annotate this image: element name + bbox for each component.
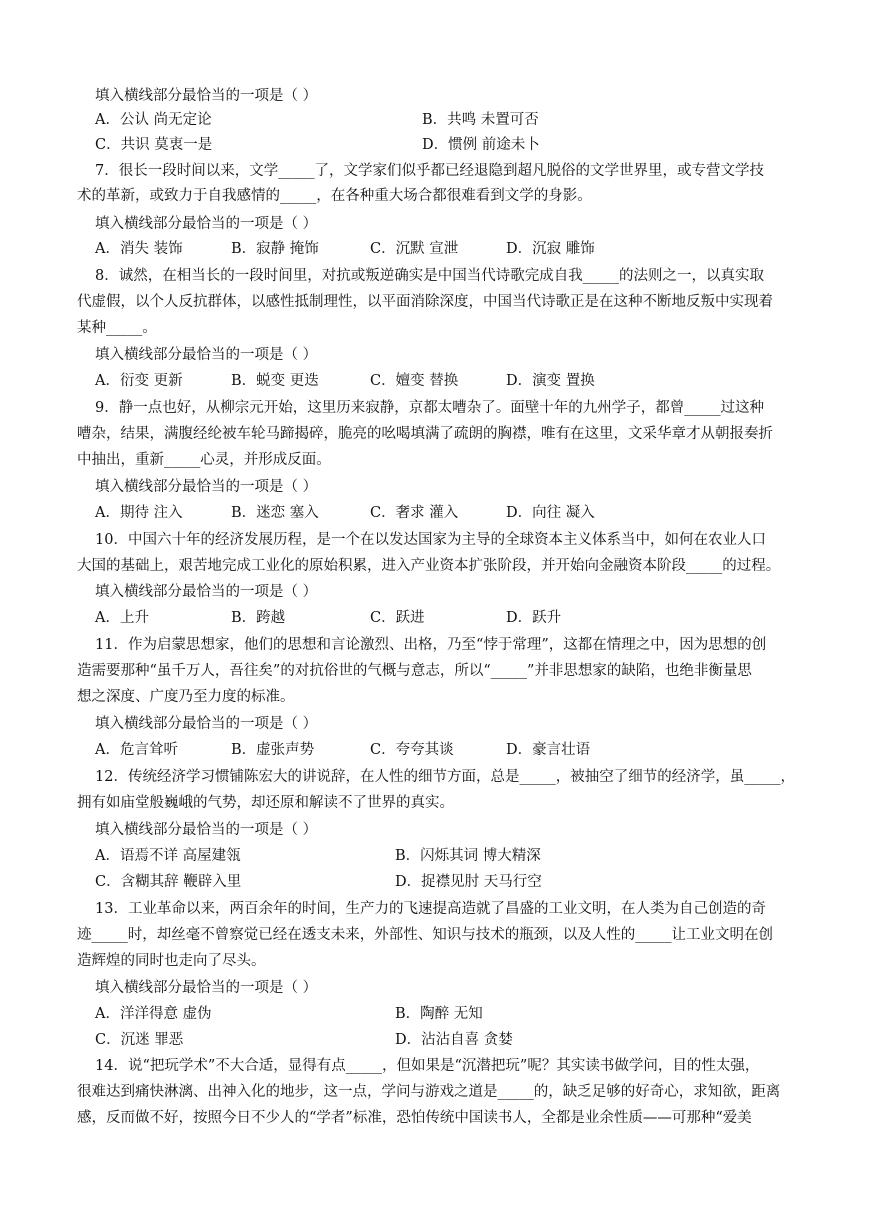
q13-option-d[interactable]: D．沾沾自喜 贪婪: [395, 1032, 513, 1048]
q10-option-d[interactable]: D．跃升: [506, 610, 562, 626]
q6-option-d[interactable]: D．惯例 前途未卜: [422, 137, 540, 153]
q13-option-a[interactable]: A．洋洋得意 虚伪: [95, 1006, 212, 1022]
q8-stem-line-3: 某种_____。: [77, 320, 157, 336]
q11-option-d[interactable]: D．豪言壮语: [506, 742, 591, 758]
q14-stem-line-2: 很难达到痛快淋漓、出神入化的地步，这一点，学问与游戏之道是_____的，缺乏足够的好奇心，求知欲，距离: [77, 1084, 781, 1100]
q9-stem-line-2: 嘈杂，结果，满腹经纶被车轮马蹄揭碎，脆亮的吆喝填满了疏朗的胸襟，唯有在这里，文采华章才从朝报奏折: [77, 426, 773, 442]
q8-option-b[interactable]: B．蜕变 更迭: [231, 373, 319, 389]
q10-stem-line-2: 大国的基础上，艰苦地完成工业化的原始积累，进入产业资本扩张阶段，并开始向金融资本阶段_____的过程。: [77, 558, 781, 574]
q13-option-b[interactable]: B．陶醉 无知: [395, 1006, 483, 1022]
q8-prompt: 填入横线部分最恰当的一项是（ ）: [95, 347, 318, 363]
q13-stem-line-3: 造辉煌的同时也走向了尽头。: [77, 953, 266, 969]
q6-prompt: 填入横线部分最恰当的一项是（ ）: [95, 88, 318, 104]
q6-option-b[interactable]: B．共鸣 未置可否: [422, 112, 539, 128]
q11-option-c[interactable]: C．夸夸其谈: [370, 742, 454, 758]
q11-stem-line-2: 造需要那种“虽千万人，吾往矣”的对抗俗世的气概与意志，所以“_____”并非思想家的缺陷，也绝非衡量思: [77, 663, 752, 679]
q14-stem-line-1: 14．说“把玩学术”不大合适，显得有点_____，但如果是“沉潜把玩”呢？其实读书做学问，目的性太强，: [95, 1058, 760, 1074]
q12-option-d[interactable]: D．捉襟见肘 天马行空: [395, 874, 542, 890]
q7-option-b[interactable]: B．寂静 掩饰: [231, 241, 319, 257]
q7-option-a[interactable]: A．消失 装饰: [95, 241, 183, 257]
q7-stem-line-2: 术的革新，或致力于自我感情的_____，在各种重大场合都很难看到文学的身影。: [77, 188, 592, 204]
q11-option-b[interactable]: B．虚张声势: [231, 742, 315, 758]
q8-stem-line-1: 8．诚然，在相当长的一段时间里，对抗或叛逆确实是中国当代诗歌完成自我_____的法则之一，以真实取: [95, 268, 764, 284]
q9-option-d[interactable]: D．向往 凝入: [506, 505, 595, 521]
q11-option-a[interactable]: A．危言耸听: [95, 742, 178, 758]
q11-stem-line-3: 想之深度、广度乃至力度的标准。: [77, 689, 295, 705]
q9-option-c[interactable]: C．奢求 灌入: [370, 505, 459, 521]
q13-stem-line-1: 13．工业革命以来，两百余年的时间，生产力的飞速提高造就了昌盛的工业文明，在人类为自己创造的奇: [95, 901, 766, 917]
q13-prompt: 填入横线部分最恰当的一项是（ ）: [95, 980, 318, 996]
q10-stem-line-1: 10．中国六十年的经济发展历程，是一个在以发达国家为主导的全球资本主义体系当中，如何在农业人口: [95, 532, 766, 548]
q13-option-c[interactable]: C．沉迷 罪恶: [95, 1032, 184, 1048]
q9-prompt: 填入横线部分最恰当的一项是（ ）: [95, 479, 318, 495]
q9-option-b[interactable]: B．迷恋 塞入: [231, 505, 319, 521]
q13-stem-line-2: 迹_____时，却丝毫不曾察觉已经在透支未来，外部性、知识与技术的瓶颈，以及人性的_____让工业文明在创: [77, 927, 773, 943]
q12-option-a[interactable]: A．语焉不详 高屋建瓴: [95, 848, 241, 864]
q12-option-c[interactable]: C．含糊其辞 鞭辟入里: [95, 874, 242, 890]
q12-option-b[interactable]: B．闪烁其词 博大精深: [395, 848, 541, 864]
q9-stem-line-1: 9．静一点也好，从柳宗元开始，这里历来寂静，京都太嘈杂了。面壁十年的九州学子，都曾_____过这种: [95, 400, 764, 416]
q7-prompt: 填入横线部分最恰当的一项是（ ）: [95, 216, 318, 232]
q7-option-d[interactable]: D．沉寂 雕饰: [506, 241, 595, 257]
q11-stem-line-1: 11．作为启蒙思想家，他们的思想和言论激烈、出格，乃至“悖于常理”，这都在情理之中，因为思想的创: [95, 637, 767, 653]
q6-option-a[interactable]: A．公认 尚无定论: [95, 112, 212, 128]
q8-stem-line-2: 代虚假，以个人反抗群体，以感性抵制理性，以平面消除深度，中国当代诗歌正是在这种不断地反叛中实现着: [77, 294, 773, 310]
q12-stem-line-1: 12．传统经济学习惯铺陈宏大的讲说辞，在人性的细节方面，总是_____，被抽空了细节的经济学，虽_____，: [95, 769, 795, 785]
q8-option-a[interactable]: A．衍变 更新: [95, 373, 183, 389]
q10-option-a[interactable]: A．上升: [95, 610, 149, 626]
q9-stem-line-3: 中抽出，重新_____心灵，并形成反面。: [77, 452, 331, 468]
q6-option-c[interactable]: C．共识 莫衷一是: [95, 137, 213, 153]
q11-prompt: 填入横线部分最恰当的一项是（ ）: [95, 716, 318, 732]
q12-stem-line-2: 拥有如庙堂般巍峨的气势，却还原和解读不了世界的真实。: [77, 795, 454, 811]
q14-stem-line-3: 感，反而做不好，按照今日不少人的“学者”标准，恐怕传统中国读书人，全都是业余性质——可那种“爱美: [77, 1110, 752, 1126]
q7-option-c[interactable]: C．沉默 宣泄: [370, 241, 459, 257]
q7-stem-line-1: 7．很长一段时间以来，文学_____了，文学家们似乎都已经退隐到超凡脱俗的文学世界里，或专营文学技: [95, 163, 764, 179]
q10-option-b[interactable]: B．跨越: [231, 610, 286, 626]
q12-prompt: 填入横线部分最恰当的一项是（ ）: [95, 822, 318, 838]
q8-option-c[interactable]: C．嬗变 替换: [370, 373, 459, 389]
q10-prompt: 填入横线部分最恰当的一项是（ ）: [95, 584, 318, 600]
q9-option-a[interactable]: A．期待 注入: [95, 505, 183, 521]
q8-option-d[interactable]: D．演变 置换: [506, 373, 595, 389]
q10-option-c[interactable]: C．跃进: [370, 610, 425, 626]
